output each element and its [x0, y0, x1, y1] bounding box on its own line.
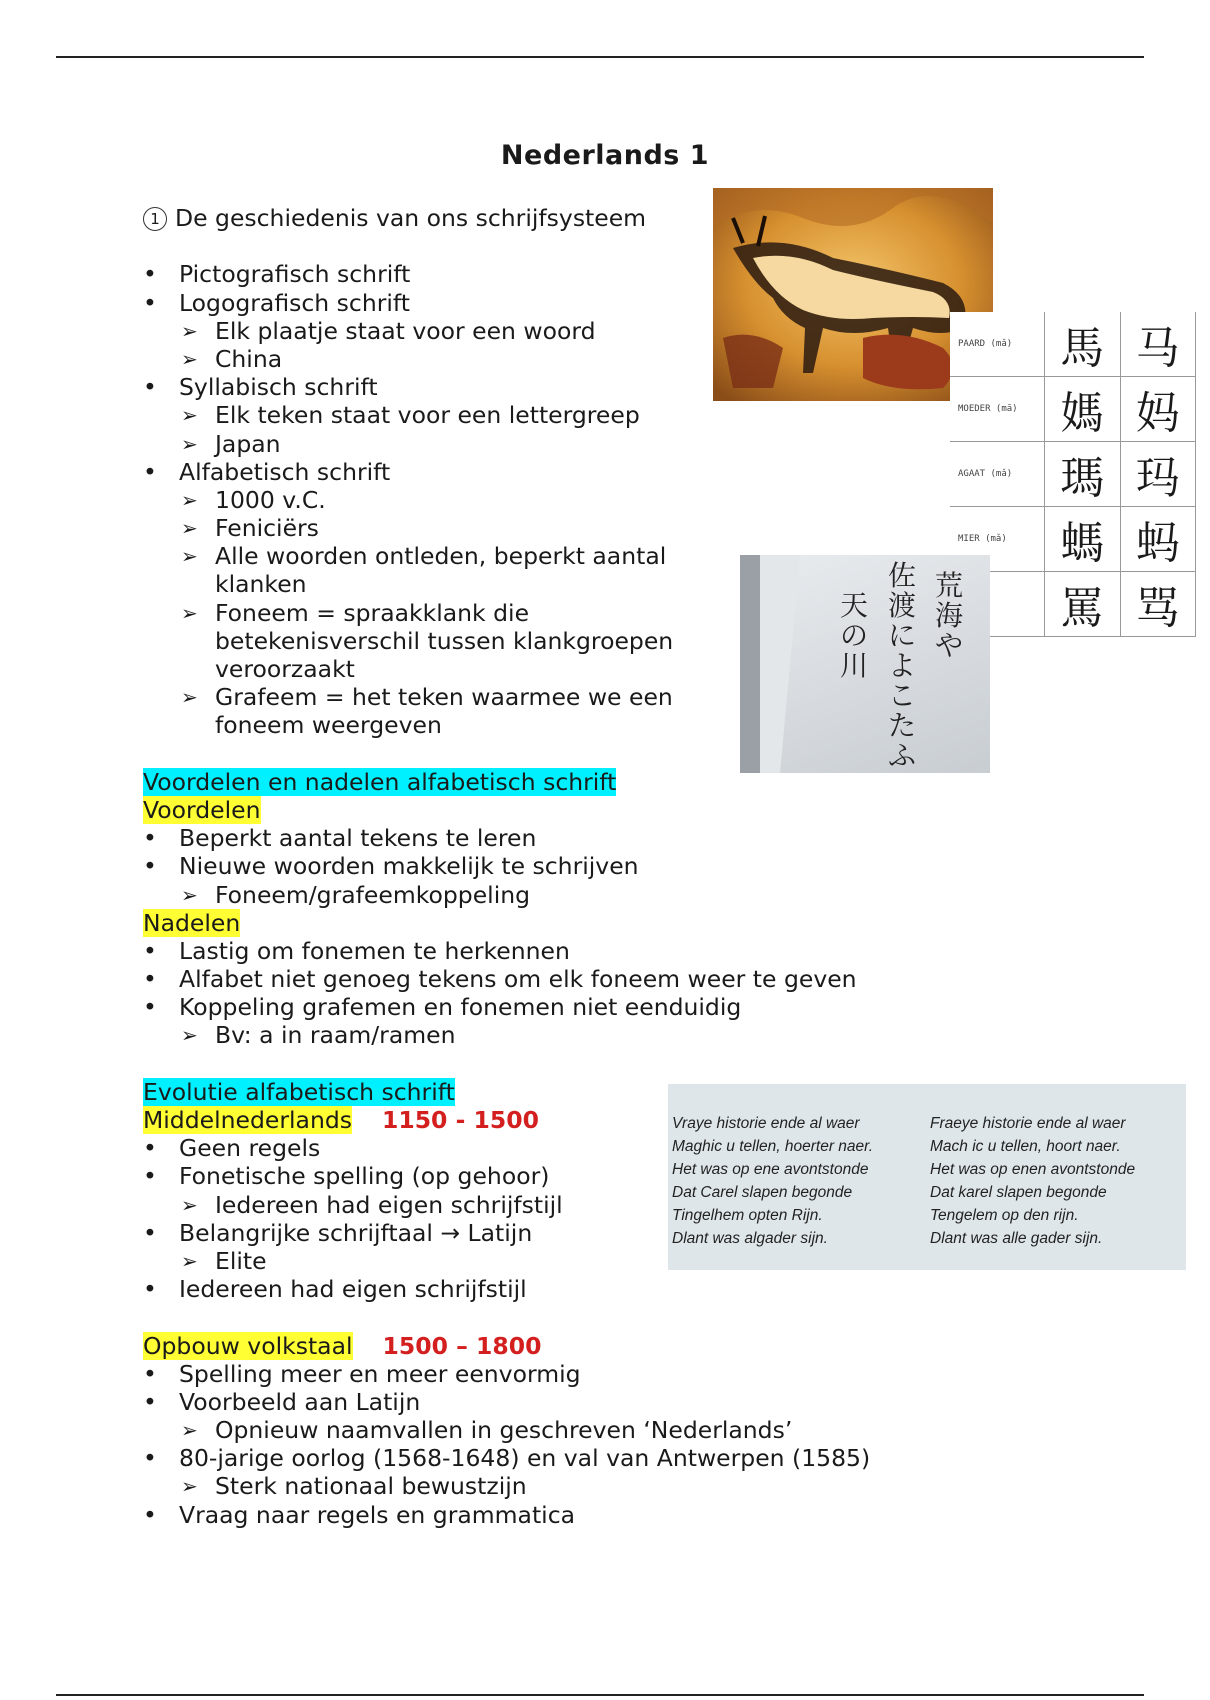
list-item-text: Iedereen had eigen schrijfstijl [215, 1190, 563, 1219]
volk-label: Opbouw volkstaal [143, 1331, 353, 1360]
simplified-character: 玛 [1120, 442, 1196, 507]
arrow-bullet-icon: ➢ [181, 685, 198, 710]
character-label: MOEDER (mā) [950, 377, 1045, 442]
arrow-bullet-icon: ➢ [181, 431, 198, 456]
arrow-bullet-icon: ➢ [181, 544, 198, 569]
simplified-character: 骂 [1120, 572, 1196, 637]
poem-column-2 [930, 1112, 1135, 1250]
sub-item [143, 514, 903, 542]
list-item-text: Syllabisch schrift [179, 373, 378, 402]
simplified-character: 妈 [1120, 377, 1196, 442]
character-label: AGAAT (mǎ) [950, 442, 1045, 507]
list-item-text: Sterk nationaal bewustzijn [215, 1472, 527, 1501]
table-row [950, 312, 1196, 377]
arrow-bullet-icon: ➢ [181, 882, 198, 907]
calligraphy-glyph: 荒 [935, 569, 964, 602]
list-item-text: Feniciërs [215, 514, 319, 543]
mnl-label: Middelnederlands [143, 1106, 352, 1134]
list-item-text: Bv: a in raam/ramen [215, 1021, 456, 1050]
sub-item [143, 1416, 903, 1444]
sub-item [143, 486, 903, 514]
bullet-icon: • [143, 260, 157, 289]
bullet-icon: • [143, 824, 157, 853]
circled-number: 1 [143, 207, 167, 231]
traditional-character: 媽 [1045, 377, 1121, 442]
sub-item [143, 881, 903, 909]
poem-line: Het was op enen avontstonde [930, 1161, 1136, 1178]
list-item-text: Logografisch schrift [179, 288, 410, 317]
list-item-text: Lastig om fonemen te herkennen [179, 936, 570, 965]
mnl-years: 1150 - 1500 [382, 1106, 539, 1134]
bullet-item [143, 1388, 903, 1416]
sub-item [143, 430, 903, 458]
bullet-icon: • [143, 457, 157, 486]
volk-years: 1500 – 1800 [382, 1331, 542, 1360]
poem-line: Dat Carel slapen begonde [672, 1184, 853, 1201]
arrow-bullet-icon: ➢ [181, 346, 198, 371]
calligraphy-glyph: 川 [840, 649, 869, 682]
traditional-character: 馬 [1045, 312, 1121, 377]
calligraphy-glyph: よ [888, 649, 917, 682]
calligraphy-glyph: ふ [888, 739, 917, 772]
traditional-character: 螞 [1045, 507, 1121, 572]
character-label: MIER (mǎ) [950, 507, 1045, 572]
calligraphy-glyph: 渡 [888, 589, 917, 622]
list-item-text: betekenisverschil tussen klankgroepen [215, 626, 674, 655]
sub-item [143, 401, 903, 429]
volk-heading [143, 1332, 903, 1360]
voordelen-label [143, 796, 903, 824]
table-row [950, 377, 1196, 442]
arrow-bullet-icon: ➢ [181, 1248, 198, 1273]
list-item-text: Spelling meer en meer eenvormig [179, 1359, 581, 1388]
arrow-bullet-icon: ➢ [181, 1192, 198, 1217]
list-item-text: klanken [215, 570, 307, 599]
list-item-text: Vraag naar regels en grammatica [179, 1500, 576, 1529]
calligraphy-glyph: た [888, 709, 917, 742]
simplified-character: 蚂 [1120, 507, 1196, 572]
list-item-text: Foneem/grafeemkoppeling [215, 880, 531, 909]
bullet-item [143, 1360, 903, 1388]
top-rule [56, 56, 1144, 58]
list-item-text: 1000 v.C. [215, 485, 326, 514]
list-item-text: Geen regels [179, 1134, 321, 1163]
bullet-icon: • [143, 1162, 157, 1191]
list-item-text: Japan [215, 429, 281, 458]
list-item-text: Elk teken staat voor een lettergreep [215, 401, 640, 430]
calligraphy-glyph: や [935, 629, 964, 662]
section2-heading-text: Voordelen en nadelen alfabetisch schrift [143, 767, 617, 796]
bullet-item [143, 937, 903, 965]
middle-dutch-poem-image [668, 1084, 1186, 1270]
list-item-text: Alfabetisch schrift [179, 457, 391, 486]
section3-heading-text: Evolutie alfabetisch schrift [143, 1077, 455, 1106]
bullet-icon: • [143, 852, 157, 881]
document-body [143, 204, 903, 1529]
bullet-icon: • [143, 1500, 157, 1529]
sub-item [143, 1021, 903, 1049]
calligraphy-image [740, 555, 990, 773]
bullet-icon: • [143, 1359, 157, 1388]
poem-line: Dlant was algader sijn. [672, 1230, 828, 1247]
bullet-icon: • [143, 1134, 157, 1163]
calligraphy-glyph: の [840, 619, 869, 652]
bullet-icon: • [143, 965, 157, 994]
list-item-text: veroorzaakt [215, 655, 355, 683]
bullet-icon: • [143, 1275, 157, 1304]
poem-line: Het was op ene avontstonde [672, 1161, 869, 1178]
bullet-item [143, 965, 903, 993]
sub-item [143, 1472, 903, 1500]
poem-column-1 [672, 1112, 873, 1250]
bullet-item [143, 1501, 903, 1529]
calligraphy-graphic [740, 555, 990, 773]
bullet-icon: • [143, 1444, 157, 1473]
bullet-icon: • [143, 1387, 157, 1416]
list-item-text: Iedereen had eigen schrijfstijl [179, 1275, 527, 1304]
volk-list [143, 1360, 903, 1529]
list-item-text: Elite [215, 1246, 267, 1275]
poem-line: Dat karel slapen begonde [930, 1184, 1107, 1201]
nadelen-list [143, 937, 903, 1050]
section1-heading-text: De geschiedenis van ons schrijfsysteem [175, 204, 647, 232]
list-item-text: Alfabet niet genoeg tekens om elk foneem weer te geven [179, 965, 857, 994]
bullet-item [143, 824, 903, 852]
calligraphy-glyph: こ [888, 679, 917, 712]
arrow-bullet-icon: ➢ [181, 1023, 198, 1048]
arrow-bullet-icon: ➢ [181, 1474, 198, 1499]
list-item-text: Koppeling grafemen en fonemen niet eenduidig [179, 993, 742, 1022]
list-item-text: Fonetische spelling (op gehoor) [179, 1162, 550, 1191]
poem-line: Vraye historie ende al waer [672, 1115, 860, 1132]
list-item-text: Voorbeeld aan Latijn [179, 1387, 421, 1416]
list-item-text: Grafeem = het teken waarmee we een [215, 683, 673, 712]
poem-line: Maghic u tellen, hoerter naer. [672, 1138, 874, 1155]
list-item-text: Alle woorden ontleden, beperkt aantal [215, 542, 667, 571]
voordelen-list [143, 824, 903, 909]
calligraphy-glyph: 天 [840, 589, 869, 622]
simplified-character: 马 [1120, 312, 1196, 377]
traditional-character: 罵 [1045, 572, 1121, 637]
list-item-text: Beperkt aantal tekens te leren [179, 824, 537, 853]
bullet-item [143, 458, 903, 486]
arrow-bullet-icon: ➢ [181, 487, 198, 512]
list-item-text: Belangrijke schrijftaal → Latijn [179, 1218, 533, 1247]
list-item-text: Opnieuw naamvallen in geschreven ‘Nederlands’ [215, 1416, 793, 1445]
bullet-icon: • [143, 1218, 157, 1247]
poem-line: Tengelem op den rijn. [930, 1207, 1079, 1224]
nadelen-label [143, 909, 903, 937]
poem-line: Mach ic u tellen, hoort naer. [930, 1138, 1121, 1155]
bullet-item [143, 1275, 903, 1303]
list-item-text: Nieuwe woorden makkelijk te schrijven [179, 852, 639, 881]
traditional-character: 瑪 [1045, 442, 1121, 507]
calligraphy-glyph: 佐 [888, 559, 917, 592]
list-item-text: 80-jarige oorlog (1568-1648) en val van Antwerpen (1585) [179, 1444, 871, 1473]
table-row [950, 442, 1196, 507]
bullet-item [143, 993, 903, 1021]
arrow-bullet-icon: ➢ [181, 600, 198, 625]
arrow-bullet-icon: ➢ [181, 516, 198, 541]
bullet-icon: • [143, 373, 157, 402]
poem-line: Tingelhem opten Rijn. [672, 1207, 823, 1224]
list-item-text: Foneem = spraakklank die [215, 598, 530, 627]
list-item-text: China [215, 344, 283, 373]
arrow-bullet-icon: ➢ [181, 1418, 198, 1443]
list-item-text: Pictografisch schrift [179, 260, 411, 289]
page-title: Nederlands 1 [500, 140, 710, 171]
poem-line: Dlant was alle gader sijn. [930, 1230, 1103, 1247]
poem-line: Fraeye historie ende al waer [930, 1115, 1126, 1132]
bullet-icon: • [143, 993, 157, 1022]
character-label: PAARD (mǎ) [950, 312, 1045, 377]
nadelen-label-text: Nadelen [143, 908, 241, 937]
calligraphy-glyph: 海 [935, 599, 964, 632]
arrow-bullet-icon: ➢ [181, 403, 198, 428]
voordelen-label-text: Voordelen [143, 795, 261, 824]
bullet-icon: • [143, 288, 157, 317]
arrow-bullet-icon: ➢ [181, 318, 198, 343]
calligraphy-glyph: に [888, 619, 917, 652]
bullet-item [143, 852, 903, 880]
chinese-characters-image [950, 312, 1196, 634]
bullet-icon: • [143, 936, 157, 965]
bottom-rule [56, 1694, 1144, 1696]
bullet-item [143, 1444, 903, 1472]
list-item-text: foneem weergeven [215, 711, 442, 740]
list-item-text: Elk plaatje staat voor een woord [215, 316, 596, 345]
